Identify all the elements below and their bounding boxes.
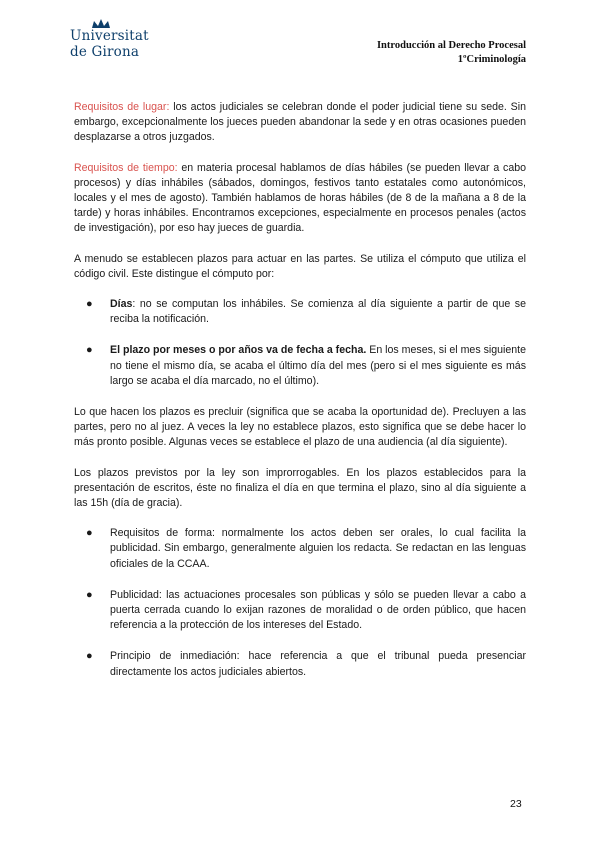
requisitos-list: [74, 526, 526, 680]
course-title: Introducción al Derecho Procesal: [376, 40, 526, 51]
document-header: [377, 39, 526, 67]
list-item: [74, 526, 526, 572]
list-item: [74, 649, 526, 679]
course-year: 1ºCriminología: [457, 54, 526, 65]
list-item-bold: Días: [110, 298, 133, 311]
list-item-text: Requisitos de forma: normalmente los actos deben ser orales, lo cual facilita la publicidad. Sin embargo, generalmente alguien los redacta. Se redactan en las lenguas oficiales de la CCAA.: [110, 527, 526, 570]
label-requisitos-tiempo: Requisitos de tiempo:: [74, 161, 178, 174]
list-item: [74, 588, 526, 634]
page-body: [74, 100, 526, 696]
bullet-icon: ●: [86, 650, 93, 663]
list-item: [74, 343, 526, 389]
list-item-bold: El plazo por meses o por años va de fecha a fecha.: [110, 344, 367, 357]
university-logo: [70, 18, 190, 68]
paragraph-tiempo: [74, 161, 526, 237]
list-item-text: En los meses, si el mes siguiente no tiene el mismo día, se acaba el último día del mes (pero si el mes siguiente es más largo se acaba el día marcado, no el último).: [110, 344, 526, 387]
bullet-icon: ●: [86, 588, 93, 601]
logo-text-line2: de Girona: [70, 44, 140, 60]
list-item-text: : no se computan los inhábiles. Se comienza al día siguiente a partir de que se reciba la notificación.: [110, 298, 526, 326]
page-number: 23: [510, 798, 522, 810]
paragraph-improrrogables: Los plazos previstos por la ley son improrrogables. En los plazos establecidos para la presentación de escritos, éste no finaliza el día en que termina el plazo, sino al día siguiente a las 15h (día de gracia).: [74, 466, 526, 510]
paragraph-text: en materia procesal hablamos de días hábiles (se pueden llevar a cabo procesos) y días inhábiles (sábados, domingos, festivos tanto estatales como autonómicos, locales y el mes de agosto). También hablamos de horas hábiles (de 8 de la mañana a 8 de la tarde) y horas inhábiles. Encontramos excepciones, especialmente en procesos penales (actos de investigación), por eso hay jueces de guardia.: [74, 161, 527, 235]
label-requisitos-lugar: Requisitos de lugar:: [74, 101, 170, 113]
bullet-icon: ●: [86, 298, 93, 311]
paragraph-lugar: [74, 100, 526, 146]
paragraph-plazos: A menudo se establecen plazos para actuar en las partes. Se utiliza el cómputo que utiliza el código civil. Este distingue el cómputo por:: [74, 252, 526, 280]
logo-text-line1: Universitat: [70, 28, 149, 44]
list-item: [74, 297, 526, 327]
paragraph-text: los actos judiciales se celebran donde el poder judicial tiene su sede. Sin embargo, excepcionalmente los jueces pueden abandonar la sede y en otras ocasiones pueden desplazarse a otros juzgados.: [74, 101, 526, 144]
computo-list: [74, 297, 526, 389]
list-item-text: Publicidad: las actuaciones procesales son públicas y sólo se pueden llevar a cabo a puerta cerrada cuando lo exijan razones de moralidad o de orden público, que hacen referencia a la protección de los intereses del Estado.: [110, 588, 526, 632]
paragraph-precluir: Lo que hacen los plazos es precluir (significa que se acaba la oportunidad de). Precluyen a las partes, pero no al juez. A veces la ley no establece plazos, esto significa que se debe hacer lo más pronto posible. Algunas veces se establece el plazo de una audiencia (al día siguiente).: [74, 406, 526, 449]
bullet-icon: ●: [86, 344, 93, 357]
bullet-icon: ●: [86, 527, 93, 540]
list-item-text: Principio de inmediación: hace referencia a que el tribunal pueda presenciar directamente los actos judiciales abiertos.: [110, 650, 526, 678]
